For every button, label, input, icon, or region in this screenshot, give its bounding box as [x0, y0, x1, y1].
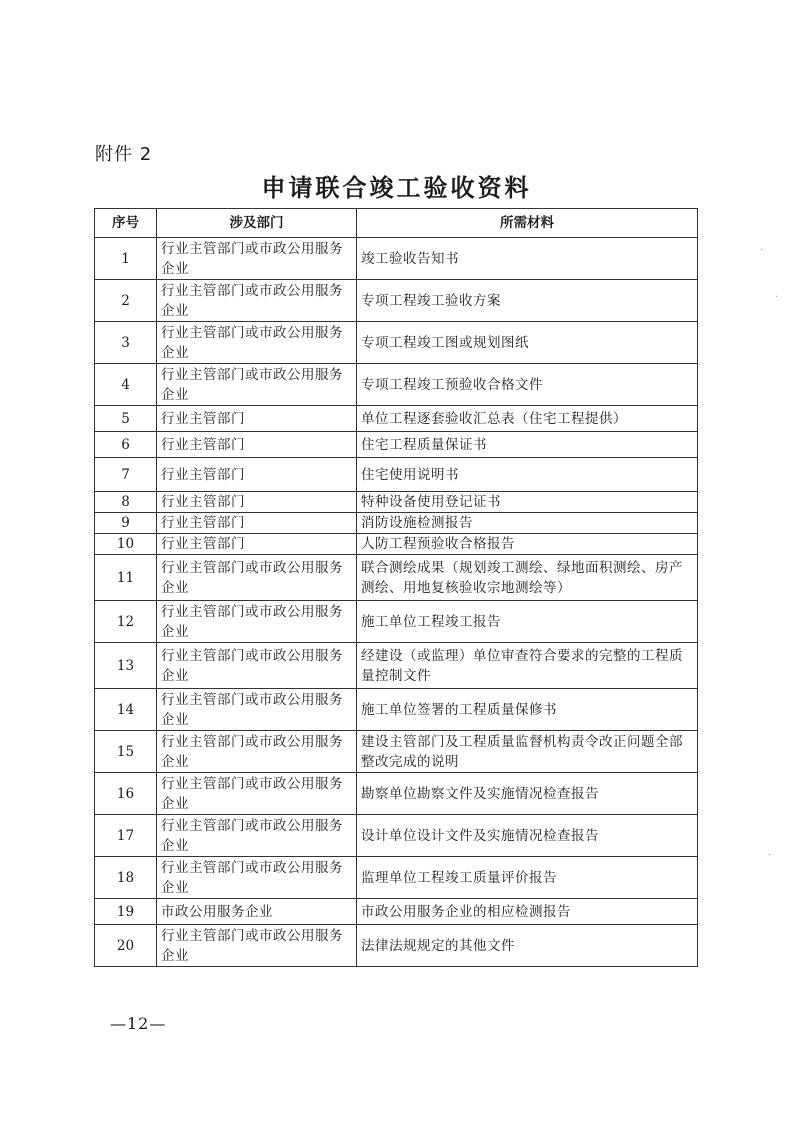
table-row: [95, 458, 698, 492]
row-number: 20: [95, 925, 157, 967]
row-material: 竣工验收告知书: [357, 238, 698, 280]
row-department: 行业主管部门或市政公用服务企业: [157, 689, 357, 731]
row-material: 专项工程竣工图或规划图纸: [357, 322, 698, 364]
scan-speck: ·: [768, 850, 772, 861]
table-row: [95, 643, 698, 689]
row-material: 专项工程竣工验收方案: [357, 280, 698, 322]
table-row: [95, 238, 698, 280]
row-material: 法律法规规定的其他文件: [357, 925, 698, 967]
row-material: 施工单位签署的工程质量保修书: [357, 689, 698, 731]
row-department: 行业主管部门或市政公用服务企业: [157, 857, 357, 899]
row-material: 人防工程预验收合格报告: [357, 534, 698, 555]
row-material: 监理单位工程竣工质量评价报告: [357, 857, 698, 899]
row-number: 2: [95, 280, 157, 322]
document-title: 申请联合竣工验收资料: [261, 173, 532, 202]
row-material: 经建设（或监理）单位审查符合要求的完整的工程质量控制文件: [357, 643, 698, 689]
row-material: 勘察单位勘察文件及实施情况检查报告: [357, 773, 698, 815]
row-department: 行业主管部门: [157, 513, 357, 534]
row-department: 行业主管部门或市政公用服务企业: [157, 364, 357, 406]
header-material: 所需材料: [357, 209, 698, 238]
row-material: 建设主管部门及工程质量监督机构责令改正问题全部整改完成的说明: [357, 731, 698, 773]
table-row: [95, 432, 698, 458]
table-row: [95, 815, 698, 857]
row-department: 行业主管部门或市政公用服务企业: [157, 643, 357, 689]
row-material: 施工单位工程竣工报告: [357, 601, 698, 643]
table-row: [95, 364, 698, 406]
row-number: 17: [95, 815, 157, 857]
row-department: 行业主管部门或市政公用服务企业: [157, 280, 357, 322]
row-department: 行业主管部门或市政公用服务企业: [157, 731, 357, 773]
row-material: 住宅工程质量保证书: [357, 432, 698, 458]
table-row: [95, 280, 698, 322]
row-department: 行业主管部门或市政公用服务企业: [157, 925, 357, 967]
row-number: 14: [95, 689, 157, 731]
row-number: 19: [95, 899, 157, 925]
row-department: 行业主管部门: [157, 458, 357, 492]
table-row: [95, 555, 698, 601]
row-number: 13: [95, 643, 157, 689]
row-number: 10: [95, 534, 157, 555]
row-department: 行业主管部门或市政公用服务企业: [157, 322, 357, 364]
table-row: [95, 857, 698, 899]
row-department: 行业主管部门或市政公用服务企业: [157, 773, 357, 815]
row-department: 行业主管部门: [157, 492, 357, 513]
row-number: 12: [95, 601, 157, 643]
row-material: 单位工程逐套验收汇总表（住宅工程提供）: [357, 406, 698, 432]
row-department: 行业主管部门: [157, 432, 357, 458]
row-number: 9: [95, 513, 157, 534]
table-row: [95, 689, 698, 731]
attachment-label: 附件 2: [95, 144, 153, 165]
row-department: 市政公用服务企业: [157, 899, 357, 925]
row-number: 16: [95, 773, 157, 815]
row-material: 设计单位设计文件及实施情况检查报告: [357, 815, 698, 857]
table-row: [95, 773, 698, 815]
row-material: 特种设备使用登记证书: [357, 492, 698, 513]
table-row: [95, 731, 698, 773]
row-material: 专项工程竣工预验收合格文件: [357, 364, 698, 406]
row-department: 行业主管部门或市政公用服务企业: [157, 238, 357, 280]
row-number: 7: [95, 458, 157, 492]
table-header-row: [95, 209, 698, 238]
table-row: [95, 925, 698, 967]
row-number: 8: [95, 492, 157, 513]
table-row: [95, 513, 698, 534]
row-number: 6: [95, 432, 157, 458]
scan-speck: ·: [775, 292, 779, 303]
row-number: 18: [95, 857, 157, 899]
header-dept: 涉及部门: [157, 209, 357, 238]
row-department: 行业主管部门或市政公用服务企业: [157, 815, 357, 857]
row-material: 联合测绘成果（规划竣工测绘、绿地面积测绘、房产测绘、用地复核验收宗地测绘等）: [357, 555, 698, 601]
scan-speck: ·: [760, 245, 764, 256]
page-number: —12—: [110, 1014, 167, 1033]
row-department: 行业主管部门或市政公用服务企业: [157, 555, 357, 601]
row-department: 行业主管部门或市政公用服务企业: [157, 601, 357, 643]
table-row: [95, 406, 698, 432]
table-row: [95, 534, 698, 555]
row-number: 4: [95, 364, 157, 406]
row-material: 市政公用服务企业的相应检测报告: [357, 899, 698, 925]
row-number: 3: [95, 322, 157, 364]
row-number: 11: [95, 555, 157, 601]
row-material: 住宅使用说明书: [357, 458, 698, 492]
row-department: 行业主管部门: [157, 534, 357, 555]
table-row: [95, 322, 698, 364]
row-material: 消防设施检测报告: [357, 513, 698, 534]
header-no: 序号: [95, 209, 157, 238]
table-row: [95, 899, 698, 925]
materials-table: [94, 208, 698, 967]
table-row: [95, 601, 698, 643]
table-row: [95, 492, 698, 513]
row-number: 1: [95, 238, 157, 280]
row-number: 15: [95, 731, 157, 773]
row-department: 行业主管部门: [157, 406, 357, 432]
row-number: 5: [95, 406, 157, 432]
